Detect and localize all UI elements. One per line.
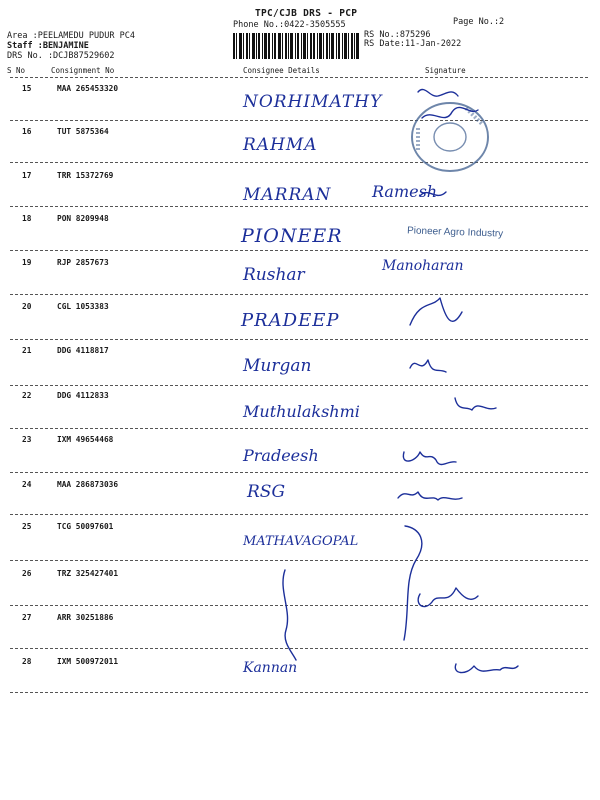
column-header-consignment: Consignment No xyxy=(51,66,115,75)
consignee-handwriting: RSG xyxy=(247,482,286,502)
company-seal-stamp xyxy=(404,96,496,178)
row-divider xyxy=(10,162,588,163)
row-sno: 18 xyxy=(22,214,32,223)
column-header-sno: S No xyxy=(7,66,26,75)
row-sno: 20 xyxy=(22,302,32,311)
signature-handwriting: Manoharan xyxy=(382,258,464,274)
row-sno: 17 xyxy=(22,171,32,180)
consignee-handwriting: Rushar xyxy=(243,265,305,285)
consignee-handwriting: MARRAN xyxy=(243,185,332,205)
row-divider xyxy=(10,120,588,121)
row-divider xyxy=(10,692,588,693)
row-sno: 23 xyxy=(22,435,32,444)
row-consignment: MAA 286873036 xyxy=(57,480,119,489)
consignee-handwriting: Kannan xyxy=(243,660,298,676)
consignee-handwriting: Murgan xyxy=(243,356,312,376)
row-divider xyxy=(10,560,588,561)
row-sno: 28 xyxy=(22,657,32,666)
row-sno: 27 xyxy=(22,613,32,622)
column-header-signature: Signature xyxy=(425,66,466,75)
row-divider xyxy=(10,648,588,649)
column-header-consignee: Consignee Details xyxy=(243,66,320,75)
row-divider xyxy=(10,294,588,295)
phone-number: Phone No.:0422-3505555 xyxy=(233,20,346,30)
consignee-handwriting: PIONEER xyxy=(241,225,343,247)
row-consignment: TUT 5875364 xyxy=(57,127,109,136)
row-divider xyxy=(10,250,588,251)
row-consignment: RJP 2857673 xyxy=(57,258,109,267)
row-consignment: PON 8209948 xyxy=(57,214,109,223)
row-divider xyxy=(10,206,588,207)
row-consignment: TRZ 325427401 xyxy=(57,569,119,578)
consignee-handwriting: Pradeesh xyxy=(243,446,319,465)
barcode xyxy=(233,33,359,59)
drs-number: DRS No. :DCJB87529602 xyxy=(7,51,115,61)
row-consignment: DDG 4118817 xyxy=(57,346,109,355)
consignee-handwriting: RAHMA xyxy=(243,135,318,155)
row-consignment: TCG 50097601 xyxy=(57,522,114,531)
row-consignment: IXM 500972011 xyxy=(57,657,119,666)
row-consignment: DDG 4112833 xyxy=(57,391,109,400)
row-divider xyxy=(10,472,588,473)
row-divider xyxy=(10,385,588,386)
row-consignment: ARR 30251886 xyxy=(57,613,114,622)
row-sno: 22 xyxy=(22,391,32,400)
area-label: Area :PEELAMEDU PUDUR PC4 xyxy=(7,31,135,41)
row-divider xyxy=(10,339,588,340)
consignee-handwriting: PRADEEP xyxy=(241,310,340,331)
company-stamp-text: Pioneer Agro Industry xyxy=(406,225,504,240)
row-sno: 24 xyxy=(22,480,32,489)
header-divider xyxy=(10,77,588,78)
consignee-handwriting: MATHAVAGOPAL xyxy=(243,534,359,549)
row-consignment: IXM 49654468 xyxy=(57,435,114,444)
rs-number: RS No.:875296 xyxy=(364,30,431,40)
row-sno: 21 xyxy=(22,346,32,355)
row-consignment: MAA 265453320 xyxy=(57,84,119,93)
row-consignment: TRR 15372769 xyxy=(57,171,114,180)
document-title: TPC/CJB DRS - PCP xyxy=(255,8,358,19)
consignee-handwriting: NORHIMATHY xyxy=(243,92,383,112)
row-sno: 19 xyxy=(22,258,32,267)
staff-label: Staff :BENJAMINE xyxy=(7,41,89,51)
page-number: Page No.:2 xyxy=(453,17,505,27)
row-divider xyxy=(10,428,588,429)
row-consignment: CGL 1053383 xyxy=(57,302,109,311)
row-sno: 25 xyxy=(22,522,32,531)
row-sno: 15 xyxy=(22,84,32,93)
row-divider xyxy=(10,605,588,606)
row-sno: 26 xyxy=(22,569,32,578)
signature-handwriting: Ramesh xyxy=(372,182,438,201)
rs-date: RS Date:11-Jan-2022 xyxy=(364,39,462,49)
consignee-handwriting: Muthulakshmi xyxy=(243,402,360,421)
row-divider xyxy=(10,514,588,515)
row-sno: 16 xyxy=(22,127,32,136)
